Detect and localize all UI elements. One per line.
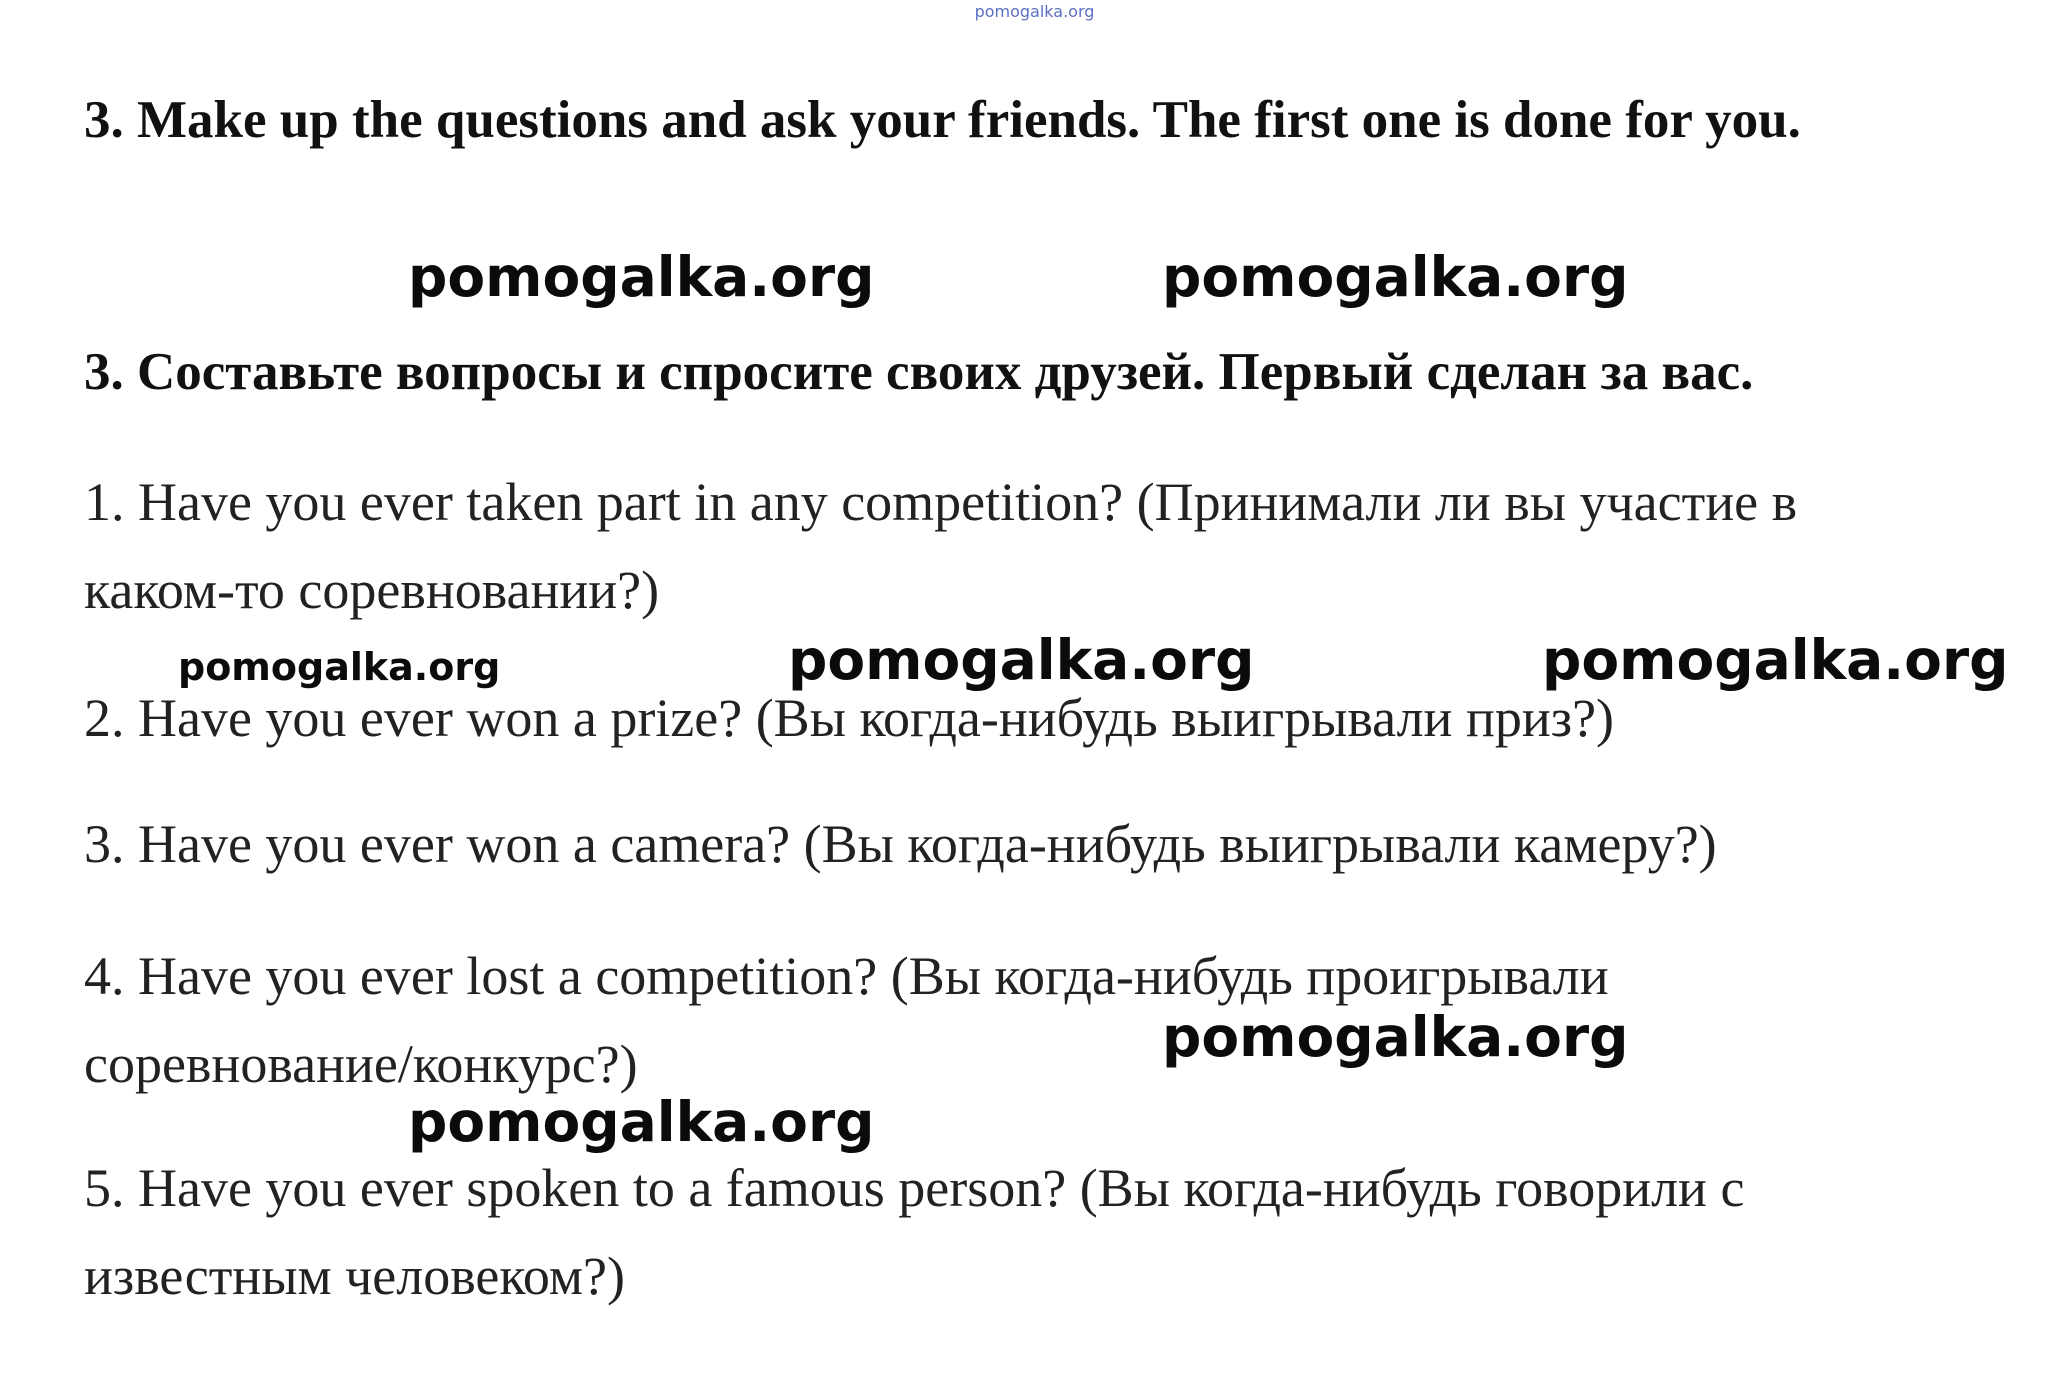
watermark: pomogalka.org [1162,1005,1629,1069]
question-text-continued: каком-то соревновании?) [84,560,660,620]
question-text: 5. Have you ever spoken to a famous person? (Вы когда-нибудь говорили с [84,1158,1745,1218]
watermark: pomogalka.org [1162,245,1629,309]
question-item-1 [84,458,1797,634]
question-text: 2. Have you ever won a prize? (Вы когда-нибудь выигрывали приз?) [84,688,1615,748]
exercise-heading-english: 3. Make up the questions and ask your friends. The first one is done for you. [84,91,1801,149]
watermark: pomogalka.org [1542,628,2009,692]
question-item-5 [84,1144,1744,1320]
question-text-continued: известным человеком?) [84,1246,625,1306]
question-text: 1. Have you ever taken part in any competition? (Принимали ли вы участие в [84,472,1798,532]
exercise-heading-russian: 3. Составьте вопросы и спросите своих друзей. Первый сделан за вас. [84,343,1754,401]
question-text-continued: соревнование/конкурс?) [84,1034,638,1094]
question-text: 4. Have you ever lost a competition? (Вы когда-нибудь проигрывали [84,946,1609,1006]
watermark: pomogalka.org [408,245,875,309]
watermark: pomogalka.org [788,628,1255,692]
question-item-3 [84,800,1717,888]
top-watermark: pomogalka.org [974,2,1095,21]
watermark: pomogalka.org [178,645,501,689]
question-item-2 [84,674,1614,762]
watermark: pomogalka.org [408,1090,875,1154]
question-text: 3. Have you ever won a camera? (Вы когда-нибудь выигрывали камеру?) [84,814,1717,874]
